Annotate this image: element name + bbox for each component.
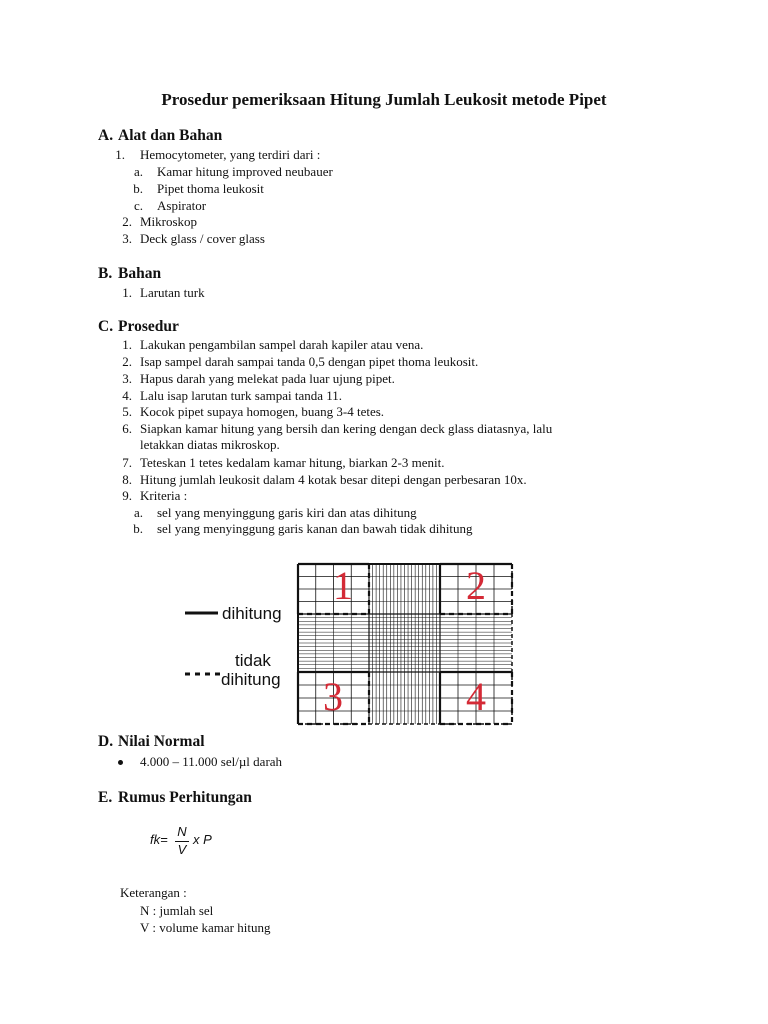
list-number: 3. [122, 231, 132, 246]
keterangan-item: V : volume kamar hitung [140, 920, 271, 935]
list-item: Hapus darah yang melekat pada luar ujung pipet. [140, 371, 395, 386]
section-d-heading: D. Nilai Normal [98, 733, 205, 750]
list-item: Kocok pipet supaya homogen, buang 3-4 tetes. [140, 404, 385, 419]
list-item: Hemocytometer, yang terdiri dari : [140, 147, 321, 162]
square-3-label: 3 [323, 674, 343, 719]
list-number: 1. [122, 285, 132, 300]
list-number: 3. [122, 371, 132, 386]
list-number: c. [133, 198, 143, 213]
bullet-icon [118, 760, 123, 765]
section-b-heading: B. Bahan [98, 265, 162, 282]
list-item: Kamar hitung improved neubauer [157, 164, 333, 179]
formula-denominator: V [177, 842, 187, 857]
list-item: Pipet thoma leukosit [157, 181, 264, 196]
list-number: 7. [122, 455, 132, 470]
list-item: sel yang menyinggung garis kanan dan bawah tidak dihitung [157, 521, 473, 536]
legend-not-counted-label-2: dihitung [221, 670, 281, 689]
square-1-label: 1 [333, 563, 353, 608]
list-number: 4. [122, 388, 132, 403]
list-number: 1. [115, 147, 125, 162]
list-number: 2. [122, 354, 132, 369]
hemocytometer-grid-diagram [0, 540, 768, 740]
list-item: Mikroskop [140, 214, 198, 229]
list-number: a. [133, 505, 143, 520]
list-item: Isap sampel darah sampai tanda 0,5 dengan pipet thoma leukosit. [140, 354, 479, 369]
section-c-heading: C. Prosedur [98, 318, 179, 335]
formula-lhs: fk= [150, 832, 168, 847]
list-item: Lalu isap larutan turk sampai tanda 11. [140, 388, 343, 403]
list-item-continuation: letakkan diatas mikroskop. [140, 437, 280, 452]
list-number: 2. [122, 214, 132, 229]
list-item: Deck glass / cover glass [140, 231, 265, 246]
square-2-label: 2 [466, 563, 486, 608]
list-number: 6. [122, 421, 132, 436]
square-4-label: 4 [466, 674, 486, 719]
list-number: b. [133, 181, 143, 196]
normal-value: 4.000 – 11.000 sel/µl darah [140, 754, 283, 769]
list-item: sel yang menyinggung garis kiri dan atas dihitung [157, 505, 417, 520]
list-item: Aspirator [157, 198, 207, 213]
list-number: 9. [122, 488, 132, 503]
keterangan-label: Keterangan : [120, 885, 187, 900]
list-item: Hitung jumlah leukosit dalam 4 kotak besar ditepi dengan perbesaran 10x. [140, 472, 527, 487]
legend-counted-label: dihitung [222, 604, 282, 623]
section-a-heading: A. Alat dan Bahan [98, 127, 223, 144]
page-title: Prosedur pemeriksaan Hitung Jumlah Leukosit metode Pipet [161, 90, 607, 109]
list-item: Siapkan kamar hitung yang bersih dan kering dengan deck glass diatasnya, lalu [140, 421, 553, 436]
formula-rhs: x P [193, 832, 212, 847]
formula-numerator: N [177, 824, 187, 839]
legend-not-counted-label-1: tidak [235, 651, 271, 670]
list-number: b. [133, 521, 143, 536]
list-number: a. [133, 164, 143, 179]
list-number: 5. [122, 404, 132, 419]
section-e-heading: E. Rumus Perhitungan [98, 789, 252, 806]
list-number: 1. [122, 337, 132, 352]
list-item: Lakukan pengambilan sampel darah kapiler atau vena. [140, 337, 424, 352]
list-item: Teteskan 1 tetes kedalam kamar hitung, biarkan 2-3 menit. [140, 455, 445, 470]
keterangan-item: N : jumlah sel [140, 903, 214, 918]
list-item: Kriteria : [140, 488, 188, 503]
list-item: Larutan turk [140, 285, 205, 300]
list-number: 8. [122, 472, 132, 487]
